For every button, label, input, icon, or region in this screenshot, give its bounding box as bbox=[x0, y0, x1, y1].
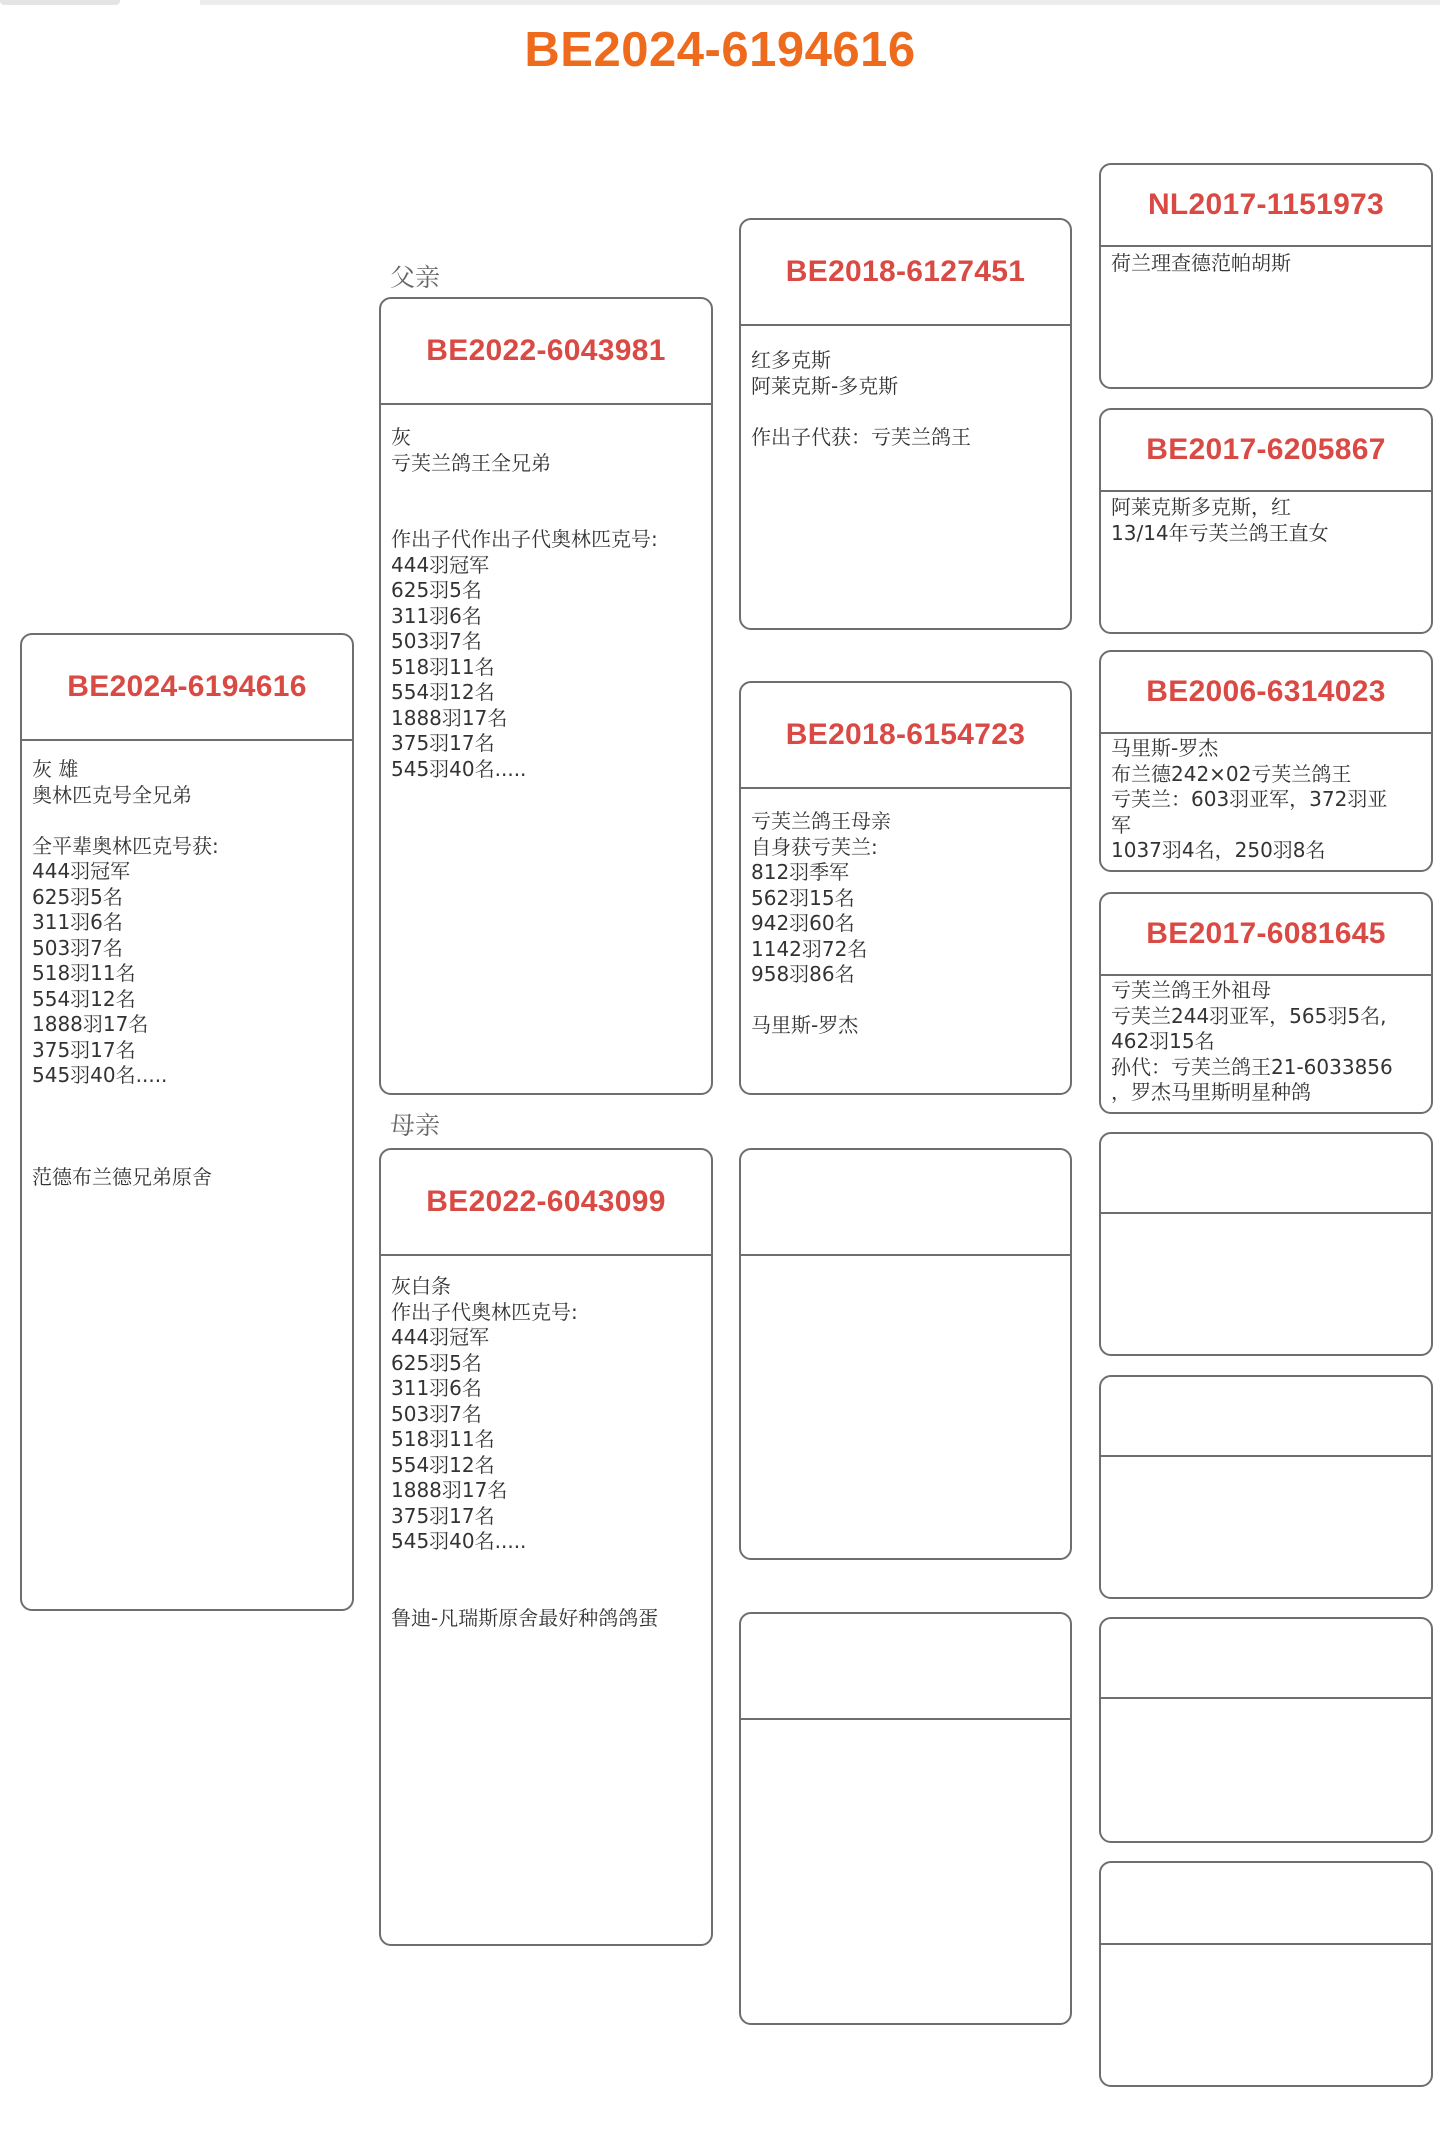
great-grandparent-1-notes bbox=[1111, 251, 1423, 277]
mother-card-header bbox=[381, 1150, 711, 1256]
great-grandparent-card-8-header bbox=[1101, 1863, 1431, 1945]
note-line: 马里斯-罗杰 bbox=[751, 1013, 859, 1037]
subject-ring-number: BE2024-6194616 bbox=[67, 670, 307, 703]
great-grandparent-card-4[interactable] bbox=[1099, 892, 1433, 1114]
note-line: 作出子代作出子代奥林匹克号: bbox=[391, 527, 658, 551]
note-line: 444羽冠军 bbox=[391, 552, 490, 577]
note-line: 545羽40名..... bbox=[391, 756, 527, 781]
note-line: 阿莱克斯-多克斯 bbox=[751, 373, 899, 398]
father-label: 父亲 bbox=[390, 263, 441, 292]
note-line: 亏芙兰鸽王母亲 bbox=[751, 809, 891, 833]
great-grandparent-card-6[interactable] bbox=[1099, 1375, 1433, 1599]
note-line bbox=[32, 808, 344, 834]
note-line: 311羽6名 bbox=[391, 603, 482, 628]
note-line: 13/14年亏芙兰鸽王直女 bbox=[1111, 520, 1329, 545]
note-line: 518羽11名 bbox=[391, 654, 495, 679]
great-grandparent-card-7[interactable] bbox=[1099, 1617, 1433, 1843]
note-line: 亏芙兰244羽亚军，565羽5名, bbox=[1111, 1003, 1387, 1028]
note-line: 阿莱克斯多克斯，红 bbox=[1111, 495, 1291, 519]
page-title: BE2024-6194616 bbox=[524, 23, 916, 77]
top-scroll-bar bbox=[0, 0, 1440, 10]
paternal-grandmother-notes bbox=[751, 809, 1062, 1039]
note-line: 554羽12名 bbox=[391, 1452, 495, 1477]
maternal-grandfather-card[interactable] bbox=[739, 1148, 1072, 1560]
great-grandparent-2-ring-number: BE2017-6205867 bbox=[1146, 433, 1386, 466]
note-line: 灰白条 bbox=[391, 1274, 451, 1298]
great-grandparent-2-notes bbox=[1111, 495, 1423, 546]
subject-notes bbox=[32, 757, 344, 1191]
note-line: 958羽86名 bbox=[751, 962, 855, 986]
great-grandparent-card-6-header bbox=[1101, 1377, 1431, 1457]
paternal-grandfather-notes bbox=[751, 348, 1062, 450]
note-line: 1142羽72名 bbox=[751, 936, 868, 961]
note-line: 作出子代获：亏芙兰鸽王 bbox=[751, 424, 971, 449]
scroll-segment-left bbox=[0, 0, 120, 5]
note-line bbox=[391, 476, 703, 502]
great-grandparent-card-3[interactable] bbox=[1099, 650, 1433, 872]
note-line: 灰 bbox=[391, 425, 411, 449]
great-grandparent-card-2-header bbox=[1101, 410, 1431, 492]
paternal-grandmother-card-header bbox=[741, 683, 1070, 789]
note-line: 503羽7名 bbox=[32, 935, 123, 960]
note-line: 布兰德242×02亏芙兰鸽王 bbox=[1111, 761, 1352, 786]
note-line: 375羽17名 bbox=[391, 1503, 495, 1528]
note-line: 奥林匹克号全兄弟 bbox=[32, 782, 192, 807]
subject-card-header bbox=[22, 635, 352, 741]
note-line: 554羽12名 bbox=[391, 680, 495, 704]
note-line: 灰 雄 bbox=[32, 757, 79, 781]
note-line: 375羽17名 bbox=[32, 1037, 136, 1062]
great-grandparent-card-7-header bbox=[1101, 1619, 1431, 1699]
note-line bbox=[32, 1114, 344, 1140]
note-line: 942羽60名 bbox=[751, 911, 855, 935]
note-line: 562羽15名 bbox=[751, 885, 855, 910]
note-line bbox=[391, 1555, 703, 1581]
note-line: 1888羽17名 bbox=[32, 1012, 149, 1036]
note-line: 马里斯-罗杰 bbox=[1111, 736, 1219, 760]
great-grandparent-4-notes bbox=[1111, 978, 1423, 1106]
note-line: 荷兰理查德范帕胡斯 bbox=[1111, 251, 1291, 275]
note-line: 自身获亏芙兰: bbox=[751, 834, 878, 859]
paternal-grandmother-ring-number: BE2018-6154723 bbox=[785, 718, 1026, 751]
note-line: 518羽11名 bbox=[391, 1427, 495, 1451]
note-line: 625羽5名 bbox=[391, 578, 482, 602]
scroll-segment-right bbox=[200, 0, 1440, 5]
note-line: 518羽11名 bbox=[32, 961, 136, 985]
great-grandparent-card-2[interactable] bbox=[1099, 408, 1433, 634]
note-line: 625羽5名 bbox=[391, 1350, 482, 1375]
note-line: 红多克斯 bbox=[751, 348, 831, 372]
father-card-header bbox=[381, 299, 711, 405]
note-line: 444羽冠军 bbox=[32, 859, 131, 883]
great-grandparent-3-notes bbox=[1111, 736, 1423, 864]
great-grandparent-card-1-header bbox=[1101, 165, 1431, 247]
subject-card[interactable] bbox=[20, 633, 354, 1611]
great-grandparent-card-5-header bbox=[1101, 1134, 1431, 1214]
great-grandparent-4-ring-number: BE2017-6081645 bbox=[1146, 917, 1386, 950]
note-line: 1888羽17名 bbox=[391, 705, 508, 730]
note-line: 625羽5名 bbox=[32, 884, 123, 909]
great-grandparent-card-5[interactable] bbox=[1099, 1132, 1433, 1356]
great-grandparent-card-3-header bbox=[1101, 652, 1431, 734]
note-line bbox=[32, 1089, 344, 1115]
note-line: 311羽6名 bbox=[391, 1376, 482, 1400]
great-grandparent-card-1[interactable] bbox=[1099, 163, 1433, 389]
father-card[interactable] bbox=[379, 297, 713, 1095]
note-line: 545羽40名..... bbox=[32, 1063, 168, 1087]
great-grandparent-1-ring-number: NL2017-1151973 bbox=[1147, 188, 1385, 221]
note-line bbox=[751, 399, 1062, 425]
note-line: 554羽12名 bbox=[32, 986, 136, 1011]
note-line: 范德布兰德兄弟原舍 bbox=[32, 1165, 212, 1189]
maternal-grandfather-card-header bbox=[741, 1150, 1070, 1256]
note-line: 全平辈奥林匹克号获: bbox=[32, 833, 219, 858]
note-line bbox=[32, 1140, 344, 1166]
note-line: 545羽40名..... bbox=[391, 1529, 527, 1553]
great-grandparent-card-4-header bbox=[1101, 894, 1431, 976]
note-line: 503羽7名 bbox=[391, 629, 482, 653]
note-line: 亏芙兰鸽王全兄弟 bbox=[391, 450, 551, 475]
note-line: 462羽15名 bbox=[1111, 1029, 1215, 1053]
mother-label: 母亲 bbox=[390, 1111, 441, 1140]
paternal-grandfather-card-header bbox=[741, 220, 1070, 326]
note-line: 1037羽4名，250羽8名 bbox=[1111, 838, 1326, 862]
paternal-grandfather-ring-number: BE2018-6127451 bbox=[785, 255, 1026, 288]
note-line bbox=[391, 502, 703, 528]
mother-card[interactable] bbox=[379, 1148, 713, 1946]
note-line: 1888羽17名 bbox=[391, 1478, 508, 1502]
paternal-grandfather-card[interactable] bbox=[739, 218, 1072, 630]
note-line: 孙代：亏芙兰鸽王21-6033856 bbox=[1111, 1054, 1393, 1079]
note-line: ，罗杰马里斯明星种鸽 bbox=[1111, 1080, 1311, 1104]
great-grandparent-card-8[interactable] bbox=[1099, 1861, 1433, 2087]
note-line: 503羽7名 bbox=[391, 1401, 482, 1426]
note-line: 444羽冠军 bbox=[391, 1325, 490, 1349]
note-line: 亏芙兰：603羽亚军，372羽亚 bbox=[1111, 787, 1388, 811]
maternal-grandmother-card-header bbox=[741, 1614, 1070, 1720]
note-line bbox=[751, 988, 1062, 1014]
maternal-grandmother-card[interactable] bbox=[739, 1612, 1072, 2025]
note-line: 鲁迪-凡瑞斯原舍最好种鸽鸽蛋 bbox=[391, 1605, 659, 1630]
note-line bbox=[391, 1580, 703, 1606]
great-grandparent-3-ring-number: BE2006-6314023 bbox=[1146, 675, 1386, 708]
note-line: 375羽17名 bbox=[391, 731, 495, 755]
note-line: 军 bbox=[1111, 812, 1131, 837]
note-line: 812羽季军 bbox=[751, 860, 850, 884]
father-notes bbox=[391, 425, 703, 782]
note-line: 亏芙兰鸽王外祖母 bbox=[1111, 978, 1271, 1002]
father-ring-number: BE2022-6043981 bbox=[426, 334, 666, 367]
mother-ring-number: BE2022-6043099 bbox=[426, 1185, 666, 1218]
note-line: 311羽6名 bbox=[32, 910, 123, 934]
mother-notes bbox=[391, 1274, 703, 1631]
note-line: 作出子代奥林匹克号: bbox=[391, 1299, 578, 1324]
paternal-grandmother-card[interactable] bbox=[739, 681, 1072, 1095]
